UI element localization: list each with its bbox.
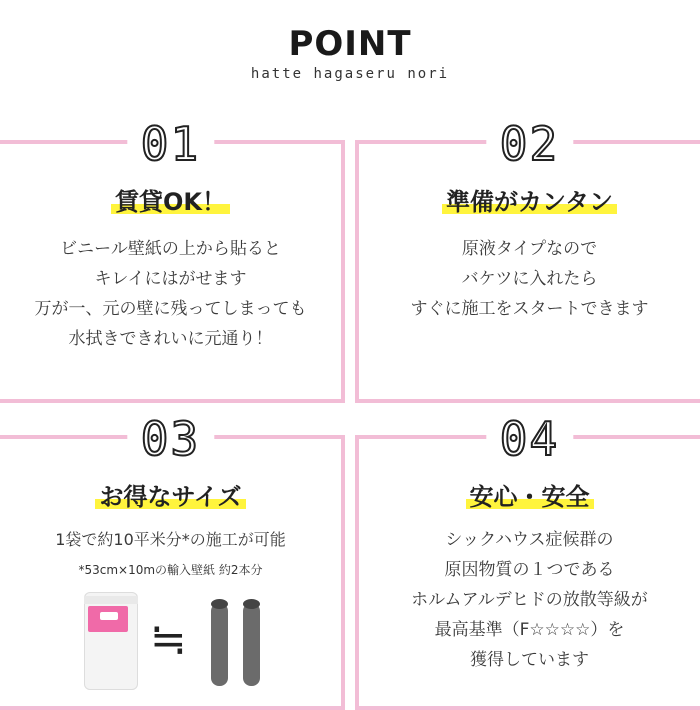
page-subtitle: hatte hagaseru nori xyxy=(250,66,450,82)
point-card-4 xyxy=(355,412,700,710)
point-description-2: 原液タイプなので バケツに入れたら すぐに施工をスタートできます xyxy=(410,239,649,319)
point-number-3: 03 xyxy=(127,411,214,467)
point-heading-2: 準備がカンタン xyxy=(359,182,700,217)
point-description-3: 1袋で約10平米分*の施工が可能 xyxy=(55,530,286,549)
point-number-4: 04 xyxy=(486,411,573,467)
point-card-3 xyxy=(0,412,345,710)
point-card-1 xyxy=(0,117,345,403)
point-heading-3: お得なサイズ xyxy=(0,477,341,512)
approx-equal-icon: ≒ xyxy=(150,614,187,665)
wallpaper-roll-icon xyxy=(211,603,228,686)
wallpaper-roll-icon xyxy=(243,603,260,686)
point-note-3: *53cm×10mの輸入壁紙 約2本分 xyxy=(78,563,263,577)
page-title: POINT xyxy=(288,24,412,64)
point-heading-1: 賃貸OK！ xyxy=(0,182,341,217)
point-number-2: 02 xyxy=(486,116,573,172)
point-heading-4: 安心・安全 xyxy=(359,477,700,512)
glue-package-icon xyxy=(84,592,138,690)
point-card-2 xyxy=(355,117,700,403)
point-number-1: 01 xyxy=(127,116,214,172)
point-description-1: ビニール壁紙の上から貼ると キレイにはがせます 万が一、元の壁に残ってしまっても 水拭きできれいに元通り！ xyxy=(34,239,307,349)
point-description-4: シックハウス症候群の 原因物質の１つである ホルムアルデヒドの放散等級が 最高基準（F☆☆☆☆）を 獲得しています xyxy=(411,530,648,670)
